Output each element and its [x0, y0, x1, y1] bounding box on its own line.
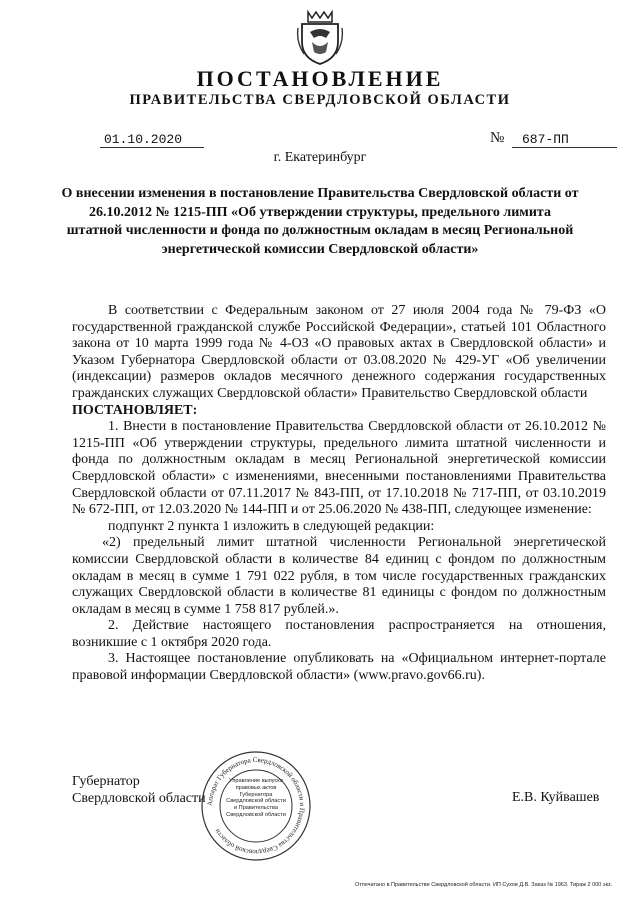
preamble: В соответствии с Федеральным законом от 27 июля 2004 года № 79-ФЗ «О государственной гражданской службе Российской Федерации», статьей 101 Областного закона от 10 марта 1999 года № 4-ОЗ «О правовых актах в Свердловской области» и Указом Губернатора Свердловской области от 03.08.2020 № 429-УГ «Об увеличении (индексации) размеров окладов месячного денежного содержания государственных гражданских служащих Свердловской области» Правительство Свердловской области — [72, 303, 606, 401]
coat-of-arms-icon — [296, 8, 344, 66]
document-type-heading: ПОСТАНОВЛЕНИЕ — [196, 66, 444, 91]
city: г. Екатеринбург — [273, 150, 367, 165]
number-label: № — [490, 130, 505, 146]
seal-ring-text: Аппарат Губернатора Свердловской области и Правительства Свердловской области — [205, 755, 307, 857]
signatory-position — [72, 773, 206, 807]
position-line-2: Свердловской области — [72, 791, 206, 806]
signatory-name: Е.В. Куйвашев — [512, 790, 600, 805]
position-line-1: Губернатор — [72, 774, 140, 789]
item-3: 3. Настоящее постановление опубликовать на «Официальном интернет-портале правовой информации Свердловской области» (www.pravo.gov66.ru). — [72, 651, 606, 684]
item-2: 2. Действие настоящего постановления распространяется на отношения, возникшие с 1 октября 2020 года. — [72, 618, 606, 650]
document-title: О внесении изменения в постановление Правительства Свердловской области от 26.10.2012 № 1215-ПП «Об утверждении структуры, предельного лимита штатной численности и фонда по должностным окладам в месяц Региональной энергетической комиссии Свердловской области» — [61, 186, 579, 257]
resolution-keyword: ПОСТАНОВЛЯЕТ: — [72, 402, 198, 418]
document-date: 01.10.2020 — [100, 132, 204, 148]
seal-center-text: Управление выпуска правовых актов Губернатора Свердловской области и Правительства Свердловской области — [226, 778, 286, 818]
print-note: Отпечатано в Правительстве Свердловской области. ИП Сухов Д.В. Заказ № 1963. Тираж 2 000 экз. — [355, 882, 613, 888]
official-seal — [200, 750, 312, 862]
amended-text-quote: «2) предельный лимит штатной численности Региональной энергетической комиссии Свердловской области в количестве 84 единиц с фондом по должностным окладам в месяц в сумме 1 791 022 рубля, в том числе государственных гражданских служащих Свердловской области в количестве 81 единицы с фондом по должностным окладам в месяц в сумме 1 758 817 рублей.». — [72, 535, 606, 617]
document-body — [72, 303, 606, 685]
subitem-instruction: подпункт 2 пункта 1 изложить в следующей редакции: — [108, 518, 435, 534]
item-1: 1. Внести в постановление Правительства Свердловской области от 26.10.2012 № 1215-ПП «Об утверждении структуры, предельного лимита штатной численности и фонда по должностным окладам в месяц Региональной энергетической комиссии Свердловской области» с изменениями, внесенными постановлениями Правительства Свердловской области от 07.11.2017 № 843-ПП, от 17.10.2018 № 717-ПП, от 03.10.2019 № 672-ПП, от 12.03.2020 № 144-ПП и от 25.06.2020 № 438-ПП, следующее изменение: — [72, 419, 606, 518]
document-number: 687-ПП — [512, 132, 617, 148]
issuer-heading: ПРАВИТЕЛЬСТВА СВЕРДЛОВСКОЙ ОБЛАСТИ — [129, 92, 511, 108]
